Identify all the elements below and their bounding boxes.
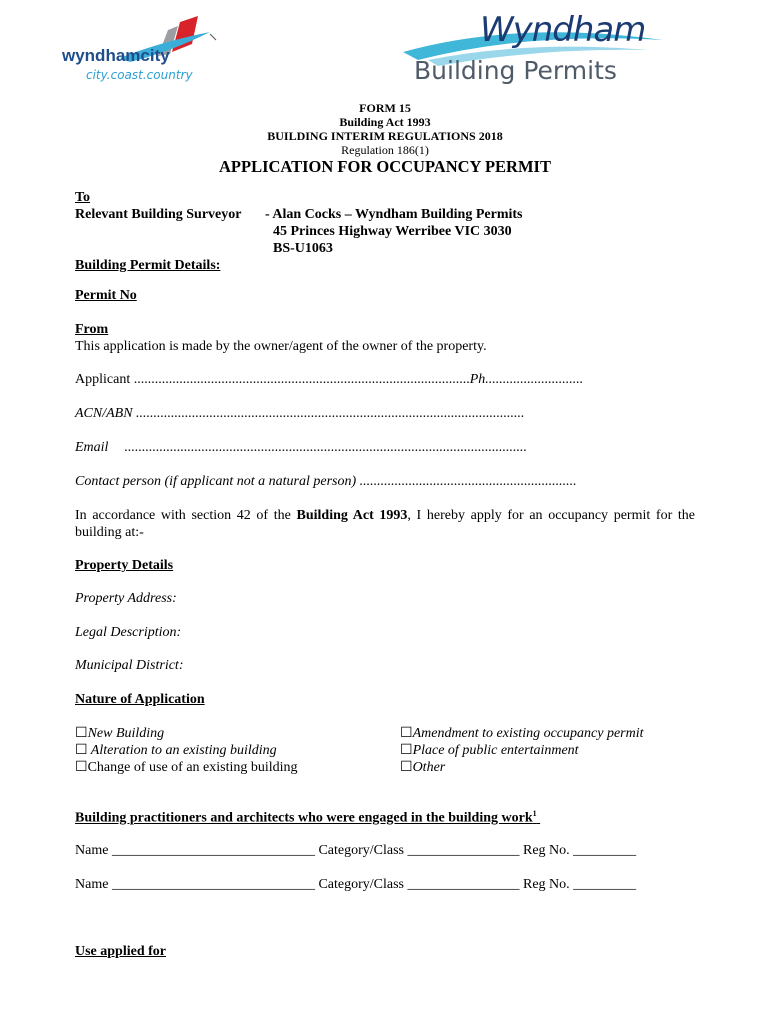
contact-person-field[interactable]: Contact person (if applicant not a natural person) .............................................................. (75, 474, 577, 489)
building-permits-logo (398, 10, 668, 90)
accordance-paragraph: In accordance with section 42 of the Building Act 1993, I hereby apply for an occupancy permit for the building at:- (75, 508, 695, 540)
checkbox-other[interactable]: ☐Other (400, 760, 446, 775)
checkbox-icon: ☐ (75, 760, 88, 775)
applicant-label: Applicant ................................................................................................ (75, 372, 470, 387)
act-name: Building Act 1993 (339, 115, 431, 129)
owner-statement: This application is made by the owner/agent of the owner of the property. (75, 339, 487, 354)
checkbox-alteration[interactable]: ☐ Alteration to an existing building (75, 743, 277, 758)
surveyor-line-2: 45 Princes Highway Werribee VIC 3030 (273, 224, 512, 239)
checkbox-change-of-use[interactable]: ☐Change of use of an existing building (75, 760, 298, 775)
property-address-label[interactable]: Property Address: (75, 591, 177, 606)
email-dots: ................................................................................................................... (124, 440, 527, 455)
regulations-name: BUILDING INTERIM REGULATIONS 2018 (267, 129, 503, 143)
surveyor-line-1: - Alan Cocks – Wyndham Building Permits (265, 207, 523, 222)
form-number: FORM 15 (359, 101, 411, 115)
phone-label: Ph............................ (469, 372, 584, 387)
regulation-number: Regulation 186(1) (341, 143, 429, 157)
applicant-field[interactable] (75, 372, 583, 388)
practitioner-row[interactable]: Name _____________________________ Category/Class ________________ Reg No. _________ (75, 843, 637, 858)
surveyor-line-3: BS-U1063 (273, 241, 333, 256)
email-label: Email (75, 440, 109, 455)
logo-wordmark: wyndhamcity (62, 46, 170, 65)
logo-subtitle: Building Permits (414, 56, 617, 85)
nature-heading: Nature of Application (75, 692, 205, 707)
checkbox-icon: ☐ (400, 760, 413, 775)
from-label: From (75, 322, 109, 337)
wyndham-city-logo (60, 12, 220, 92)
practitioner-row[interactable]: Name _____________________________ Category/Class ________________ Reg No. _________ (75, 877, 637, 892)
page-title: APPLICATION FOR OCCUPANCY PERMIT (219, 157, 551, 176)
act-reference: Building Act 1993 (296, 508, 408, 523)
surveyor-label: Relevant Building Surveyor (75, 207, 242, 222)
checkbox-public-entertainment[interactable]: ☐Place of public entertainment (400, 743, 579, 758)
permit-details-heading: Building Permit Details: (75, 258, 221, 273)
logo-title: Wyndham (480, 10, 646, 50)
use-applied-heading: Use applied for (75, 944, 166, 959)
checkbox-icon: ☐ (75, 726, 88, 741)
municipal-district-label[interactable]: Municipal District: (75, 658, 184, 673)
email-field[interactable] (75, 440, 527, 456)
checkbox-icon: ☐ (75, 743, 88, 758)
footnote-marker: 1 (532, 809, 537, 818)
checkbox-icon: ☐ (400, 743, 413, 758)
acn-abn-field[interactable]: ACN/ABN ............................................................................................................... (75, 406, 525, 421)
legal-description-label[interactable]: Legal Description: (75, 625, 182, 640)
to-label: To (75, 190, 91, 205)
checkbox-icon: ☐ (400, 726, 413, 741)
permit-no-label: Permit No (75, 288, 137, 303)
practitioners-heading: Building practitioners and architects who were engaged in the building work$^1$ (75, 809, 537, 826)
logo-tagline: city.coast.country (86, 68, 193, 82)
checkbox-new-building[interactable]: ☐New Building (75, 726, 165, 741)
property-details-heading: Property Details (75, 558, 174, 573)
checkbox-amendment[interactable]: ☐Amendment to existing occupancy permit (400, 726, 644, 741)
